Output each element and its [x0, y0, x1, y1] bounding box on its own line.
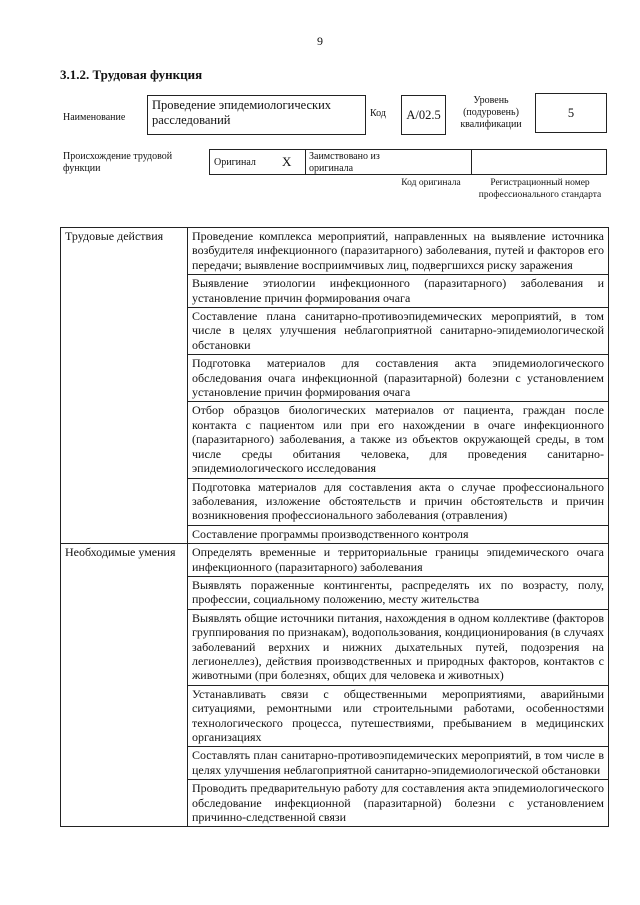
category-cell: Необходимые умения: [61, 544, 188, 827]
table-cell: Определять временные и территориальные границы эпидемического очага инфекционного (паразитарного) заболевания: [188, 544, 609, 577]
name-label: Наименование: [63, 112, 126, 123]
reg-number-label: Регистрационный номер профессионального стандарта: [478, 178, 602, 200]
table-cell: Выявление этиологии инфекционного (паразитарного) заболевания и установление причин формирования очага: [188, 275, 609, 308]
table-row: [61, 228, 609, 275]
page-number: 9: [317, 34, 323, 48]
table-cell: Отбор образцов биологических материалов от пациента, граждан после контакта с пациентом или при его нахождении в очаге инфекционного (паразитарного) заболевания, а также из объектов окружающей среды, в том числе среды обитания человека, для проведения санитарно-эпидемиологического исследования: [188, 402, 609, 478]
table-cell: Проводить предварительную работу для составления акта эпидемиологического обследование инфекционной (паразитарной) болезни с установлением причинно-следственной связи: [188, 780, 609, 827]
function-code-field: A/02.5: [401, 95, 446, 135]
section-title: 3.1.2. Трудовая функция: [60, 67, 203, 82]
table-cell: Выявлять общие источники питания, нахождения в одном коллективе (факторов группирования по признакам), водопользования, кондиционирования (в случаях заболеваний верхних и нижних дыхательных путей, подозрения на легионеллез), действия производственных и природных факторов, контактов с животными (при болезнях, общих для человека и животных): [188, 609, 609, 685]
table-cell: Составление программы производственного контроля: [188, 525, 609, 543]
function-name-field: Проведение эпидемиологических расследований: [147, 95, 366, 135]
origin-divider: [471, 150, 472, 174]
level-label: Уровень (подуровень) квалификации: [460, 95, 522, 130]
original-mark: X: [282, 154, 292, 169]
table-cell: Устанавливать связи с общественными мероприятиями, аварийными ситуациями, ремонтными или строительными работами, особенностями технологического процесса, путешествиями, пребыванием в медицинских организациях: [188, 685, 609, 747]
table-cell: Составление плана санитарно-противоэпидемических мероприятий, в том числе в целях улучшения неблагоприятной санитарно-эпидемиологической обстановки: [188, 308, 609, 355]
borrowed-label: Заимствовано из оригинала: [309, 151, 380, 174]
function-table: [60, 227, 609, 827]
origin-label: Происхождение трудовой функции: [63, 151, 173, 174]
table-cell: Проведение комплекса мероприятий, направленных на выявление источника возбудителя инфекционного (паразитарного) заболевания, путей и факторов его передачи; выявление восприимчивых лиц, подвергшихся риску заражения: [188, 228, 609, 275]
origin-divider: [305, 150, 306, 174]
table-row: [61, 544, 609, 577]
origin-row: [209, 149, 607, 175]
category-cell: Трудовые действия: [61, 228, 188, 544]
table-cell: Выявлять пораженные контингенты, распределять их по возрасту, полу, профессии, социальному положению, месту жительства: [188, 576, 609, 609]
qualification-level-field: 5: [535, 93, 607, 133]
code-original-label: Код оригинала: [401, 178, 461, 188]
table-cell: Составлять план санитарно-противоэпидемических мероприятий, в том числе в целях улучшения неблагоприятной санитарно-эпидемиологической обстановки: [188, 747, 609, 780]
original-label: Оригинал: [214, 157, 256, 168]
code-label: Код: [370, 108, 386, 119]
table-cell: Подготовка материалов для составления акта эпидемиологического обследования очага инфекционной (паразитарной) болезни с установлением установление причин формирования очага: [188, 355, 609, 402]
table-cell: Подготовка материалов для составления акта о случае профессионального заболевания, изложение обстоятельств и причин обстоятельств и причин возникновения профессионального заболевания (отравления): [188, 478, 609, 525]
